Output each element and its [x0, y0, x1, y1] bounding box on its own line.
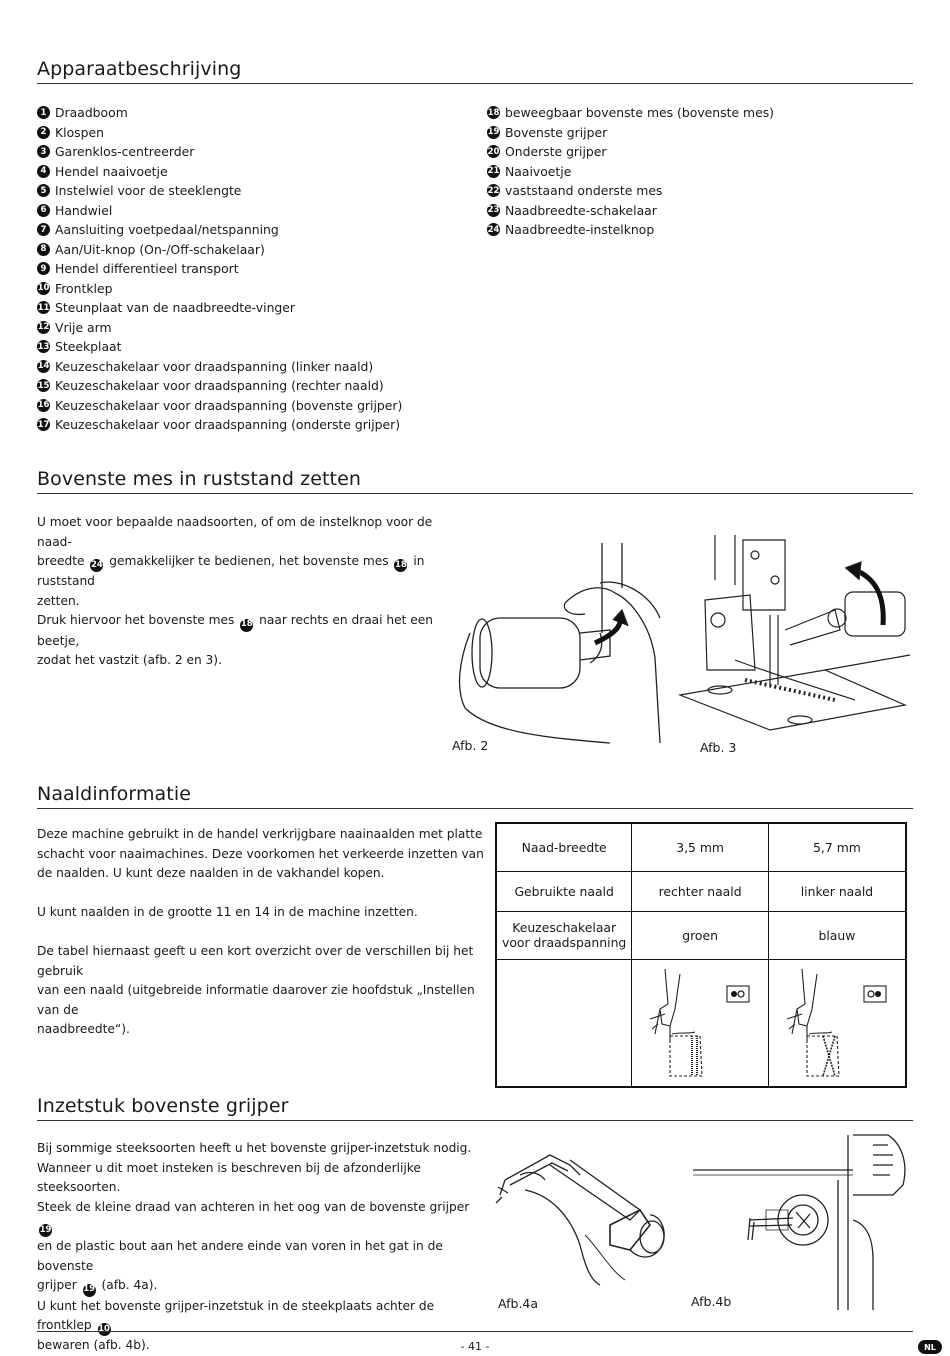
- item-number-badge: 5: [37, 184, 50, 197]
- text-line: U kunt naalden in de grootte 11 en 14 in de machine inzetten.: [37, 905, 418, 919]
- needle-table: [495, 822, 907, 1088]
- item-number-badge: 16: [37, 400, 50, 411]
- item-label: Naadbreedte-instelknop: [505, 222, 655, 238]
- item-number-badge: 3: [37, 145, 50, 158]
- table-cell: [632, 959, 769, 1087]
- table-row: [496, 959, 906, 1087]
- ref-number-19: 19: [39, 1224, 52, 1237]
- table-cell: Gebruikte naald: [496, 871, 632, 911]
- item-number-badge: 18: [487, 107, 500, 118]
- needle-left-illustration: [777, 964, 897, 1079]
- list-item: [37, 240, 402, 260]
- item-label: Keuzeschakelaar voor draadspanning (onderste grijper): [55, 417, 401, 433]
- text-line: Wanneer u dit moet insteken is beschreven bij de afzonderlijke steeksoorten.: [37, 1160, 421, 1194]
- list-item: [487, 142, 774, 162]
- item-label: Bovenste grijper: [505, 124, 608, 140]
- text-line: [37, 552, 457, 592]
- text-line: en de plastic bout aan het andere einde van voren in het gat in de bovenste: [37, 1239, 443, 1273]
- ref-number-19: 19: [83, 1284, 96, 1297]
- item-number-badge: 11: [37, 302, 50, 313]
- list-item: [37, 201, 402, 221]
- section-title-naaldinformatie: Naaldinformatie: [37, 783, 913, 809]
- list-item: [487, 181, 774, 201]
- table-cell: 3,5 mm: [632, 823, 769, 871]
- text-line: zetten.: [37, 593, 80, 608]
- item-label: Draadboom: [55, 105, 128, 121]
- item-number-badge: 24: [487, 224, 500, 235]
- item-label: Keuzeschakelaar voor draadspanning (rechter naald): [55, 378, 384, 394]
- item-number-badge: 12: [37, 322, 50, 333]
- table-cell: blauw: [768, 911, 906, 959]
- item-label: Klospen: [55, 124, 104, 140]
- list-item: [37, 298, 402, 318]
- ref-number-24: 24: [90, 559, 103, 572]
- text-fragment: grijper: [37, 1278, 77, 1293]
- text-line: [37, 1276, 477, 1296]
- table-row: [496, 911, 906, 959]
- table-cell: Naad-breedte: [496, 823, 632, 871]
- table-cell: rechter naald: [632, 871, 769, 911]
- list-item: [487, 201, 774, 221]
- list-item: [487, 123, 774, 143]
- footer-divider: [37, 1331, 913, 1332]
- caption-afb4b: Afb.4b: [691, 1294, 732, 1309]
- ref-number-18: 18: [240, 619, 253, 632]
- text-fragment: breedte: [37, 554, 85, 568]
- item-number-badge: 23: [487, 205, 500, 216]
- text-line: Bij sommige steeksoorten heeft u het bovenste grijper-inzetstuk nodig.: [37, 1141, 472, 1155]
- list-item: [487, 220, 774, 240]
- list-item: [37, 103, 402, 123]
- item-label: Steekplaat: [55, 339, 122, 355]
- item-label: Hendel differentieel transport: [55, 261, 239, 277]
- caption-afb2: Afb. 2: [452, 738, 489, 753]
- item-label: beweegbaar bovenste mes (bovenste mes): [505, 105, 774, 121]
- item-number-badge: 20: [487, 146, 500, 157]
- caption-afb4a: Afb.4a: [498, 1296, 539, 1311]
- item-label: Naaivoetje: [505, 163, 572, 179]
- table-cell: groen: [632, 911, 769, 959]
- item-number-badge: 9: [37, 262, 50, 275]
- item-label: Garenklos-centreerder: [55, 144, 195, 160]
- item-number-badge: 6: [37, 204, 50, 217]
- list-item: [37, 396, 402, 416]
- list-item: [37, 415, 402, 435]
- text-line: [37, 1198, 477, 1238]
- list-item: [37, 337, 402, 357]
- list-item: [37, 162, 402, 182]
- figure-afb2-illustration: [450, 538, 665, 748]
- text-line: de naalden. U kunt deze naalden in de vakhandel kopen.: [37, 866, 385, 880]
- list-item: [37, 142, 402, 162]
- item-label: Steunplaat van de naadbreedte-vinger: [55, 300, 296, 316]
- text-line: zodat het vastzit (afb. 2 en 3).: [37, 653, 222, 667]
- item-label: Hendel naaivoetje: [55, 163, 168, 179]
- item-number-badge: 17: [37, 419, 50, 430]
- item-number-badge: 1: [37, 106, 50, 119]
- table-cell: linker naald: [768, 871, 906, 911]
- item-number-badge: 15: [37, 380, 50, 391]
- naald-text: [37, 825, 487, 1040]
- item-number-badge: 21: [487, 166, 500, 177]
- language-badge: NL: [918, 1340, 942, 1354]
- table-cell: [496, 959, 632, 1087]
- list-item: [37, 279, 402, 299]
- item-label: Keuzeschakelaar voor draadspanning (bovenste grijper): [55, 397, 403, 413]
- text-line: van een naald (uitgebreide informatie daarover zie hoofdstuk „Instellen van de: [37, 983, 475, 1017]
- needle-right-illustration: [640, 964, 760, 1079]
- list-item: [37, 357, 402, 377]
- figure-afb3-illustration: [675, 530, 915, 745]
- mes-instructions: [37, 513, 457, 671]
- text-fragment: gemakkelijker te bedienen, het bovenste mes: [109, 554, 389, 568]
- list-item: [37, 181, 402, 201]
- section-title-apparaatbeschrijving: Apparaatbeschrijving: [37, 58, 913, 84]
- item-label: Keuzeschakelaar voor draadspanning (linker naald): [55, 358, 374, 374]
- text-line: [37, 611, 457, 651]
- ref-number-18: 18: [394, 559, 407, 572]
- figure-afb4a-illustration: [490, 1135, 680, 1295]
- list-item: [487, 162, 774, 182]
- text-fragment: naar rechts en draai het een beetje,: [37, 613, 434, 648]
- section-title-bovenste-mes: Bovenste mes in ruststand zetten: [37, 468, 913, 494]
- item-label: vaststaand onderste mes: [505, 183, 663, 199]
- text-fragment: Steek de kleine draad van achteren in het oog van de bovenste grijper: [37, 1199, 470, 1214]
- parts-list-left: [37, 103, 402, 435]
- caption-afb3: Afb. 3: [700, 740, 737, 755]
- text-fragment: (afb. 4a).: [101, 1278, 158, 1293]
- item-label: Frontklep: [55, 280, 113, 296]
- list-item: [37, 259, 402, 279]
- list-item: [37, 376, 402, 396]
- list-item: [487, 103, 774, 123]
- text-line: schacht voor naaimachines. Deze voorkomen het verkeerde inzetten van: [37, 846, 484, 861]
- item-number-badge: 13: [37, 341, 50, 352]
- parts-list-right: [487, 103, 774, 240]
- table-cell: [768, 959, 906, 1087]
- item-label: Handwiel: [55, 202, 113, 218]
- text-line: De tabel hiernaast geeft u een kort overzicht over de verschillen bij het gebruik: [37, 944, 474, 978]
- list-item: [37, 318, 402, 338]
- list-item: [37, 123, 402, 143]
- list-item: [37, 220, 402, 240]
- grijper-instructions: [37, 1139, 477, 1356]
- item-label: Onderste grijper: [505, 144, 607, 160]
- item-number-badge: 10: [37, 283, 50, 294]
- item-label: Naadbreedte-schakelaar: [505, 202, 657, 218]
- text-line: naadbreedte“).: [37, 1022, 130, 1036]
- item-number-badge: 22: [487, 185, 500, 196]
- text-line: Deze machine gebruikt in de handel verkrijgbare naainaalden met platte: [37, 827, 483, 841]
- text-line: U moet voor bepaalde naadsoorten, of om de instelknop voor de naad-: [37, 515, 433, 549]
- table-row: [496, 871, 906, 911]
- item-label: Aansluiting voetpedaal/netspanning: [55, 222, 279, 238]
- text-fragment: Druk hiervoor het bovenste mes: [37, 613, 235, 628]
- table-cell: Keuzeschakelaar voor draadspanning: [496, 911, 632, 959]
- item-label: Vrije arm: [55, 319, 112, 335]
- item-number-badge: 7: [37, 223, 50, 236]
- item-number-badge: 2: [37, 126, 50, 139]
- item-label: Instelwiel voor de steeklengte: [55, 183, 242, 199]
- page-number: - 41 -: [460, 1340, 490, 1353]
- text-fragment: U kunt het bovenste grijper-inzetstuk in de steekplaats achter de frontklep: [37, 1298, 435, 1332]
- item-number-badge: 4: [37, 165, 50, 178]
- item-number-badge: 19: [487, 127, 500, 138]
- section-title-inzetstuk-bovenste-grijper: Inzetstuk bovenste grijper: [37, 1095, 913, 1121]
- item-number-badge: 8: [37, 243, 50, 256]
- text-fragment: in ruststand: [37, 554, 425, 589]
- figure-afb4b-illustration: [688, 1130, 913, 1315]
- text-line: bewaren (afb. 4b).: [37, 1338, 150, 1353]
- item-number-badge: 14: [37, 361, 50, 372]
- table-row: [496, 823, 906, 871]
- ref-number-10: 10: [98, 1323, 111, 1336]
- table-cell: 5,7 mm: [768, 823, 906, 871]
- item-label: Aan/Uit-knop (On-/Off-schakelaar): [55, 241, 265, 257]
